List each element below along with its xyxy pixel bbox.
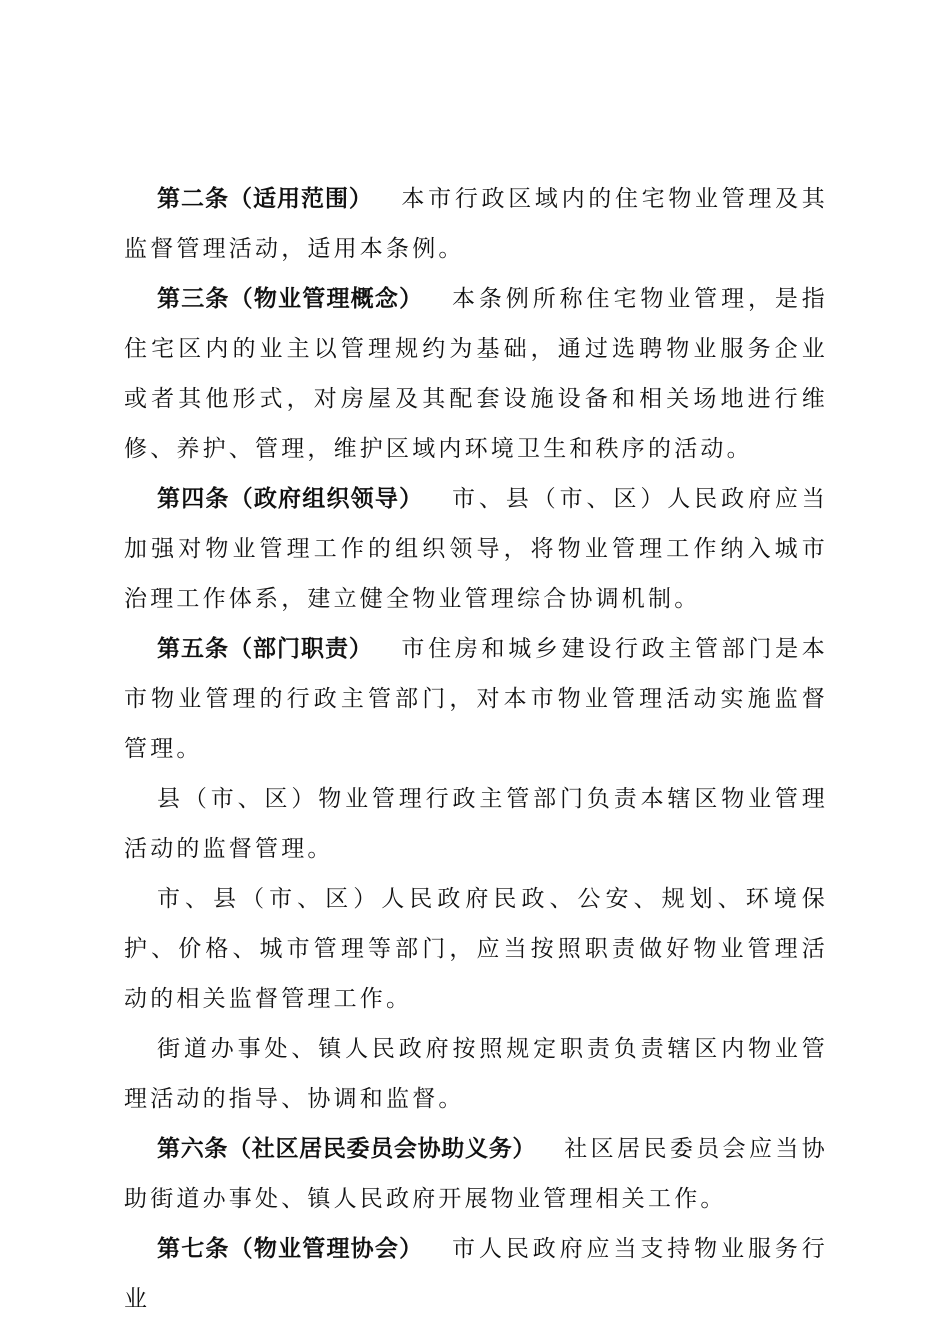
article-3-paragraph-1: 本条例所称住宅物业管理，是指住宅区内的业主以管理规约为基础，通过选聘物业服务企业或者其他形式，对房屋及其配套设施设备和相关场地进行维修、养护、管理，维护区域内环境卫生和秩序的活动。 <box>124 286 829 462</box>
article-7-heading: 第七条（物业管理协会） <box>157 1236 424 1262</box>
article-5 <box>124 624 828 774</box>
article-5-paragraph-1: 市住房和城乡建设行政主管部门是本市物业管理的行政主管部门，对本市物业管理活动实施监督管理。 <box>124 636 829 762</box>
article-7-paragraph-1: 市人民政府应当支持物业服务行业 <box>124 1236 829 1312</box>
regulation-text <box>124 174 828 1324</box>
article-3 <box>124 274 828 474</box>
article-6-paragraph-1: 社区居民委员会应当协助街道办事处、镇人民政府开展物业管理相关工作。 <box>124 1136 829 1212</box>
article-7 <box>124 1224 828 1324</box>
article-2-heading: 第二条（适用范围） <box>157 186 373 212</box>
article-5-heading: 第五条（部门职责） <box>157 636 373 662</box>
article-5-paragraph-2: 县（市、区）物业管理行政主管部门负责本辖区物业管理活动的监督管理。 <box>124 786 828 862</box>
article-3-heading: 第三条（物业管理概念） <box>157 286 424 312</box>
article-5-paragraph-3: 市、县（市、区）人民政府民政、公安、规划、环境保护、价格、城市管理等部门，应当按照职责做好物业管理活动的相关监督管理工作。 <box>124 886 828 1012</box>
article-4-heading: 第四条（政府组织领导） <box>157 486 424 512</box>
article-4 <box>124 474 828 624</box>
article-2 <box>124 174 828 274</box>
article-6-heading: 第六条（社区居民委员会协助义务） <box>157 1136 537 1162</box>
article-6 <box>124 1124 828 1224</box>
article-2-paragraph-1: 本市行政区域内的住宅物业管理及其监督管理活动，适用本条例。 <box>124 186 829 262</box>
article-4-paragraph-1: 市、县（市、区）人民政府应当加强对物业管理工作的组织领导，将物业管理工作纳入城市治理工作体系，建立健全物业管理综合协调机制。 <box>124 486 829 612</box>
article-5-paragraph-4: 街道办事处、镇人民政府按照规定职责负责辖区内物业管理活动的指导、协调和监督。 <box>124 1036 828 1112</box>
